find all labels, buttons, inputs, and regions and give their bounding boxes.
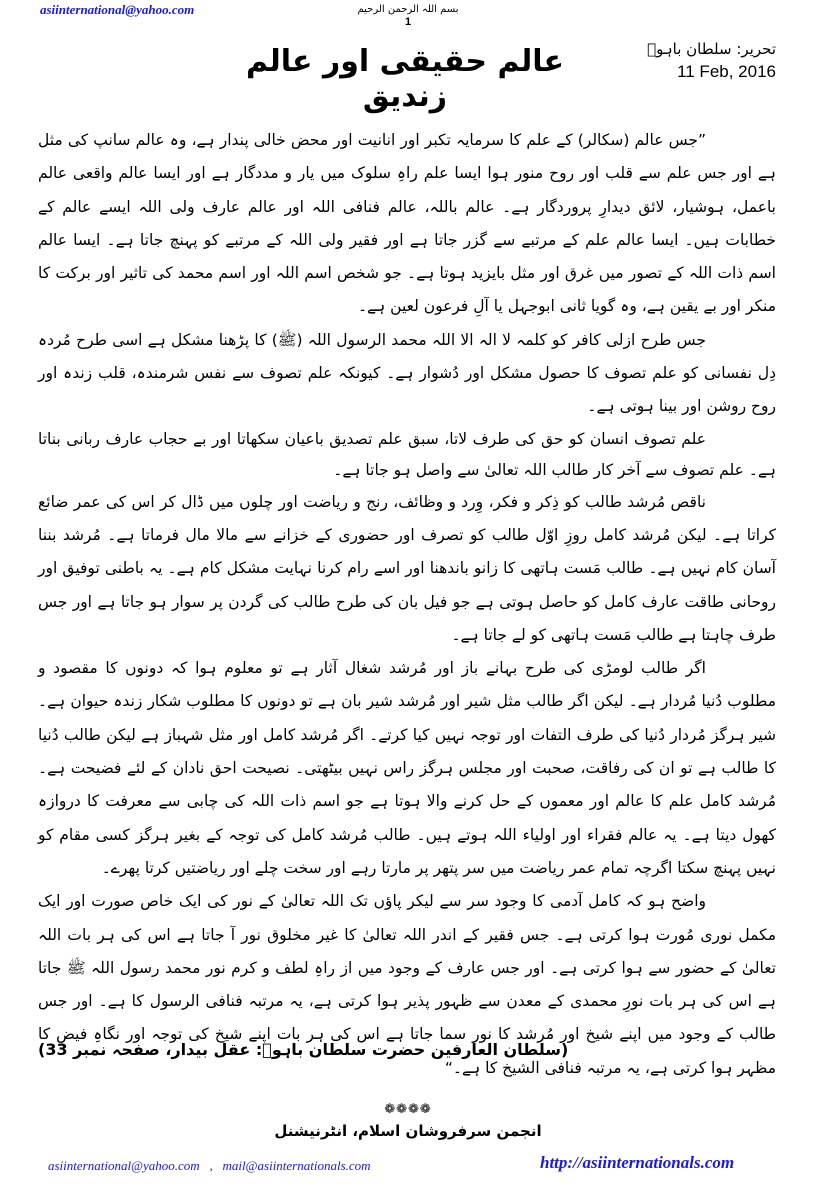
paragraph: ”جس عالم (سکالر) کے علم کا سرمایہ تکبر اور انانیت اور محض خالی پندار ہے، وہ عالم سانپ کی مثل ہے اور جس علم سے قلب اور روح منور ہوا ایسا علم راہِ سلوک میں یار و مددگار ہے اور ایسا عالم واقعی عالم باعمل، ہوشیار، لائق دیدارِ پروردگار ہے۔ عالم باللہ، عالم فنافی اللہ اور عالم عارف ولی اللہ ایسے عالم کے خطابات ہیں۔ ایسا عالم علم کے مرتبے سے گزر جاتا ہے اور فقیر ولی اللہ کے مرتبے کو پہنچ جاتا ہے۔ ایسا عالم اسم ذات اللہ کے تصور میں غرق اور مثل بایزید ہوتا ہے۔ جو شخص اسم اللہ اور اسم محمد کی تاثیر اور برکت کا منکر اور بے یقین ہے، وہ گویا ثانی ابوجہل یا آلِ فرعون لعین ہے۔ bbox=[38, 131, 776, 316]
star-divider-icon: ❁❁❁❁ bbox=[384, 1102, 432, 1117]
source-citation: (سلطان العارفین حضرت سلطان باہوؒ: عقل بیدار، صفحہ نمبر 33) bbox=[38, 1040, 569, 1059]
author-line: تحریر: سلطان باہوؒ bbox=[647, 40, 776, 58]
article-body bbox=[38, 124, 776, 1085]
paragraph: علم تصوف انسان کو حق کی طرف لاتا، سبق علم تصدیق باعیان سکھاتا اور بے حجاب عارف ربانی بناتا ہے۔ علم تصوف سے آخر کار طالب اللہ تعالیٰ سے واصل ہو جاتا ہے۔ bbox=[38, 429, 776, 479]
organization-name: انجمن سرفروشان اسلام، انٹرنیشنل bbox=[274, 1122, 542, 1140]
paragraph: واضح ہو کہ کامل آدمی کا وجود سر سے لیکر پاؤں تک اللہ تعالیٰ کے نور کی ایک خاص صورت اور ایک مکمل نوری مُورت ہوا کرتی ہے۔ جس فقیر کے اندر اللہ تعالیٰ کا غیر مخلوق نور آ جاتا ہے اس کی ہر بات اللہ تعالیٰ کے حضور سے ہوا کرتی ہے۔ اور جس عارف کے وجود میں از راہِ لطف و کرم نور محمد رسول اللہ ﷺ جاتا ہے اس کی ہر بات نورِ محمدی کے معدن سے ظہور پذیر ہوا کرتی ہے، یہ مرتبہ فنافی الرسول کا ہے۔ اور جس طالب کے وجود میں اپنے شیخ اور مُرشد کا نور سما جاتا ہے اس کی ہر بات اپنے شیخ کی توجہ اور نگاہِ فیض کا مظہر ہوا کرتی ہے، یہ مرتبہ فنافی الشیخ کا ہے۔“ bbox=[38, 892, 776, 1077]
header-email-link[interactable]: asiinternational@yahoo.com bbox=[40, 2, 195, 17]
article-title: عالم حقیقی اور عالم زندیق bbox=[245, 44, 565, 114]
paragraph: جس طرح ازلی کافر کو کلمہ لا الہ الا اللہ محمد الرسول اللہ (ﷺ) کا پڑھنا مشکل ہے اسی طرح مُردہ دِل نفسانی کو علم تصوف کا حصول مشکل اور دُشوار ہے۔ کیونکہ علم تصوف سے نفس شرمندہ، قلب زندہ اور روح روشن اور بینا ہوتی ہے۔ bbox=[38, 330, 776, 416]
paragraph: اگر طالب لومڑی کی طرح بہانے باز اور مُرشد شغال آثار ہے تو معلوم ہوا کہ دونوں کا مقصود و مطلوب دُنیا مُردار ہے۔ لیکن اگر طالب مثل شیر اور مُرشد شیر بان ہے تو دونوں کا مطلوب شکار زندہ حیوان ہے۔ شیر ہرگز مُردار دُنیا کی طرف التفات اور توجہ نہیں کیا کرتے۔ اگر مُرشد کامل اور مثل شہباز ہے لیکن طالب دُنیا کا طالب ہے تو ان کی رفاقت، صحبت اور مجلس ہرگز راس نہیں بیٹھتی۔ نصیحت احق نادان کے لئے فضیحت ہے۔ مُرشد کامل علم کا عالم اور معموں کے حل کرنے والا ہوتا ہے جو اسم ذات اللہ کی چابی سے معرفت کا دروازہ کھول دیتا ہے۔ یہ عالم فقراء اور اولیاء اللہ ہوتے ہیں۔ طالب مُرشد کامل کی توجہ کے بغیر ہرگز کسی مقام کو نہیں پہنچ سکتا اگرچہ تمام عمر ریاضت میں سر پتھر پر مارتا رہے اور سخت چلے اور ریاضتیں کرتا پھرے۔ bbox=[38, 659, 776, 877]
paragraph: ناقص مُرشد طالب کو ذِکر و فکر، وِرد و وظائف، رنج و ریاضت اور چلوں میں ڈال کر اس کی عمر ضائع کراتا ہے۔ لیکن مُرشد کامل روزِ اوّل طالب کو تصرف اور حضوری کے خزانے سے مالا مال فرماتا ہے۔ مُرشد بننا آسان کام نہیں ہے۔ طالب مَست ہاتھی کا زانو باندھنا اور اسے رام کرنا نہایت مشکل کام ہے۔ یہ باطنی توفیق اور روحانی طاقت عارف کامل کو حاصل ہوتی ہے جو فیل بان کی طرح طالب کی گردن پر سوار ہو جاتا ہے اور جس طرف چاہتا ہے طالب مَست ہاتھی کو لے جاتا ہے۔ bbox=[38, 492, 776, 644]
footer-email-links[interactable]: asiinternational@yahoo.com , mail@asiinternationals.com bbox=[48, 1158, 371, 1173]
publish-date: 11 Feb, 2016 bbox=[677, 62, 776, 81]
footer-website-link[interactable]: http://asiinternationals.com bbox=[540, 1153, 735, 1172]
page-number: 1 bbox=[404, 16, 412, 28]
bismillah: بسم اللہ الرحمن الرحیم bbox=[357, 4, 459, 15]
